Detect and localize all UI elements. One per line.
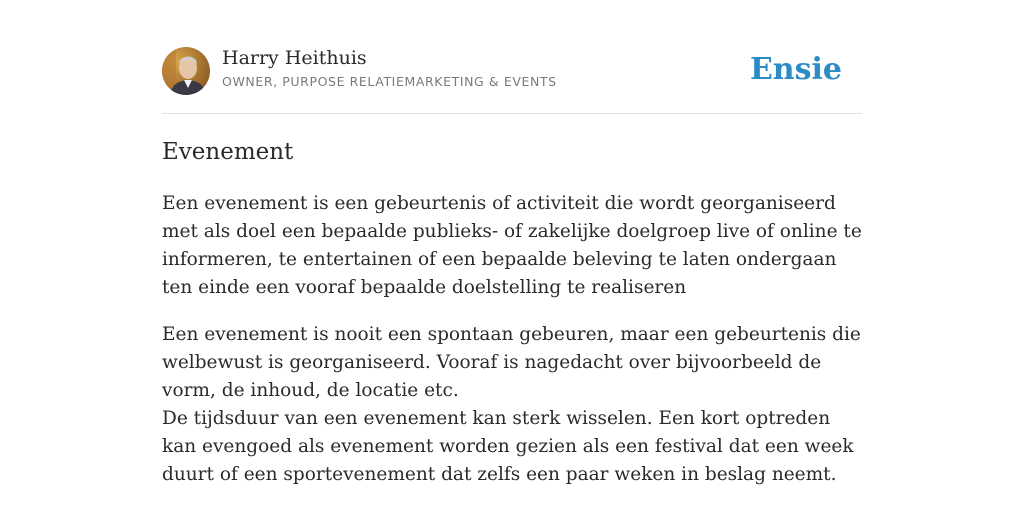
entry-paragraph: Een evenement is een gebeurtenis of activiteit die wordt georganiseerd met als doel een bepaalde publieks- of zakelijke doelgroep live of online te informeren, te entertainen of een bepaalde beleving te laten ondergaan ten einde een vooraf bepaalde doelstelling te realiseren xyxy=(162,193,862,298)
entry-paragraph: Een evenement is nooit een spontaan gebeuren, maar een gebeurtenis die welbewust is georganiseerd. Vooraf is nagedacht over bijvoorbeeld de vorm, de inhoud, de locatie etc. De tijdsduur van een evenement kan sterk wisselen. Een kort optreden kan evengoed als evenement worden gezien als een festival dat een week duurt of een sportevenement dat zelfs een paar weken in beslag neemt. xyxy=(162,324,861,485)
avatar-photo xyxy=(162,47,210,95)
author-role: OWNER, PURPOSE RELATIEMARKETING & EVENTS xyxy=(222,74,557,89)
author-name[interactable]: Harry Heithuis xyxy=(222,47,367,69)
entry-title: Evenement xyxy=(162,139,294,165)
avatar[interactable] xyxy=(162,47,210,95)
author-header xyxy=(162,46,862,96)
entry-body xyxy=(162,190,862,508)
brand-logo[interactable]: Ensie xyxy=(749,52,842,87)
header-divider xyxy=(162,113,862,114)
